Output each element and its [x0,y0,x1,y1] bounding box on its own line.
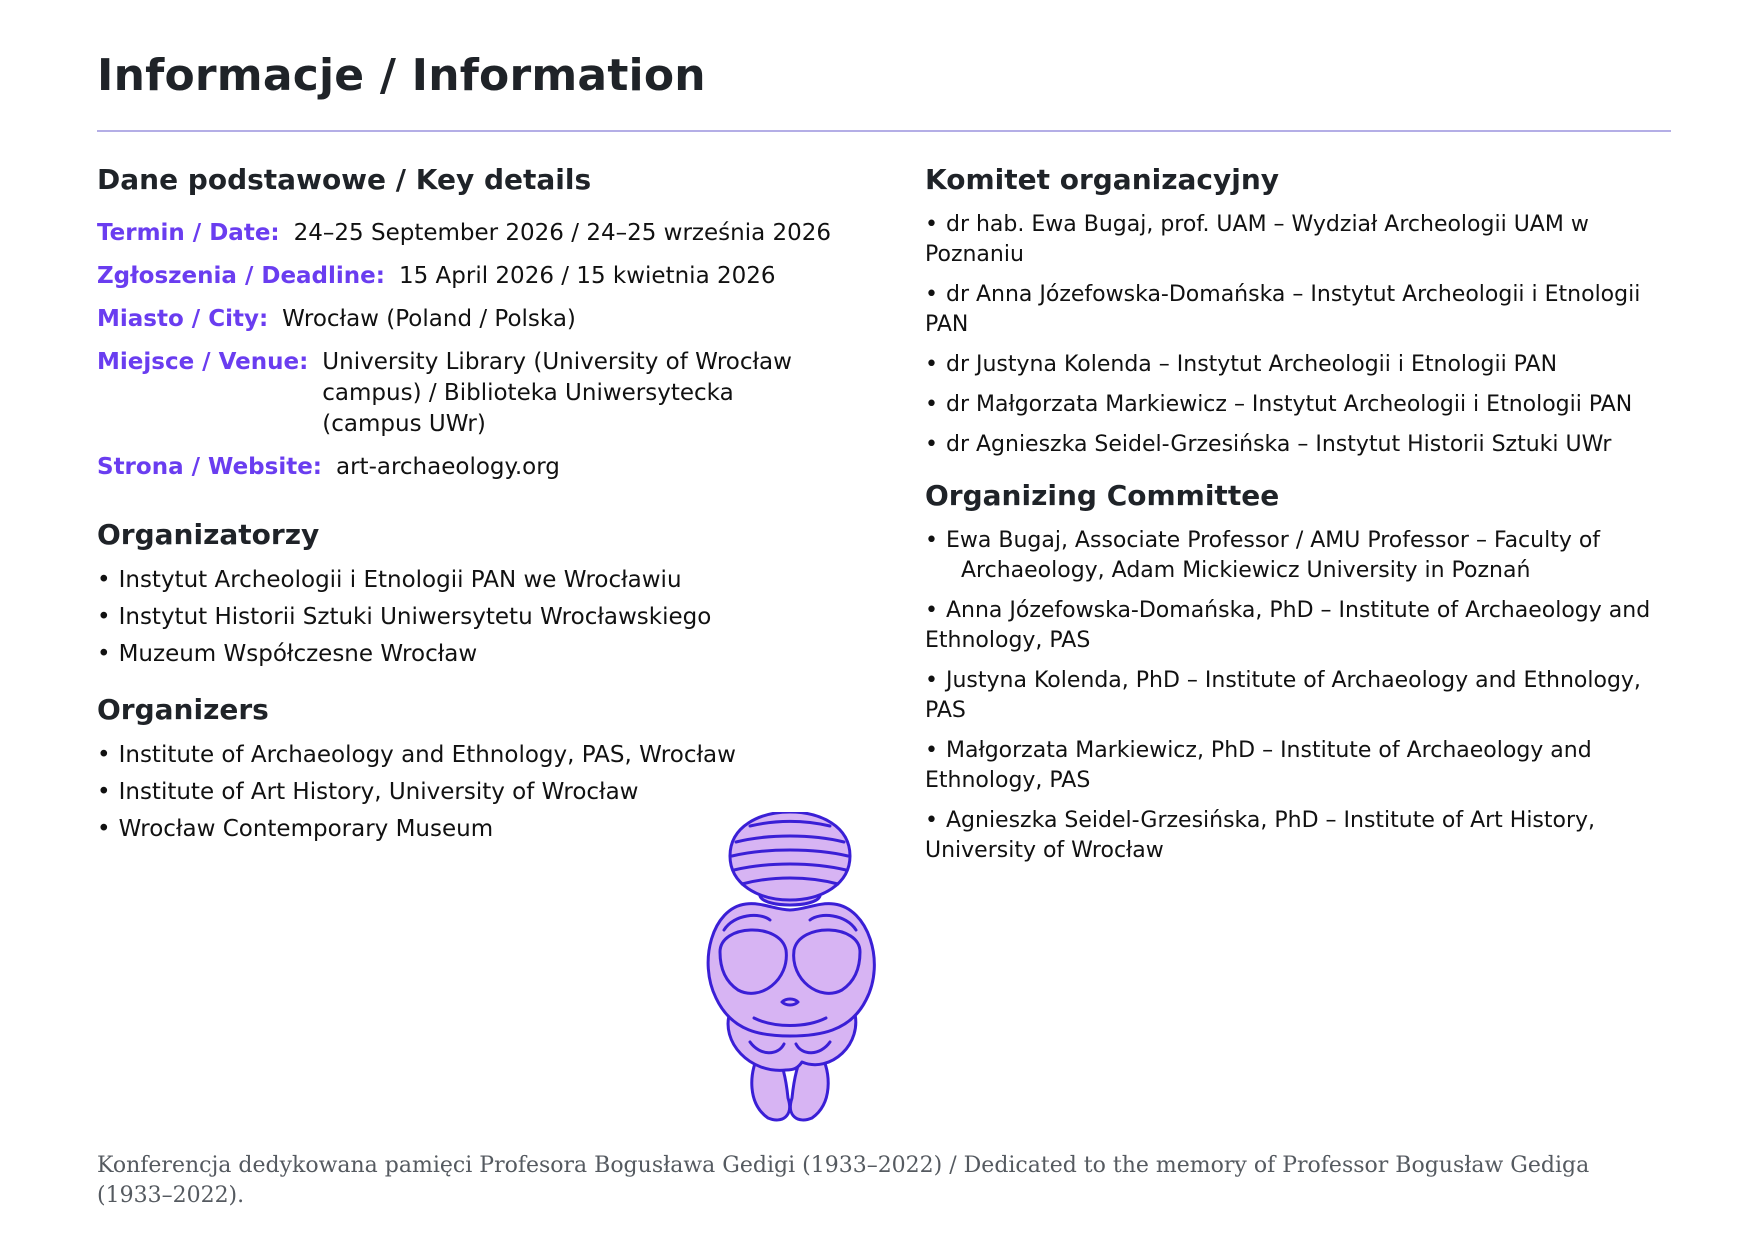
detail-venue-value: University Library (University of Wrocław campus) / Biblioteka Uniwersytecka (campus UWr) [322,349,792,437]
list-item: • Institute of Archaeology and Ethnology, PAS, Wrocław [97,742,736,768]
dedication-footer: Konferencja dedykowana pamięci Profesora Bogusława Gedigi (1933–2022) / Dedicated to the memory of Professor Bogusław Gediga (1933–2022). [97,1153,1590,1208]
organizers-pl-list [97,565,857,670]
list-item: • Instytut Archeologii i Etnologii PAN we Wrocławiu [97,567,682,593]
list-item: • Agnieszka Seidel-Grzesińska, PhD – Institute of Art History, University of Wrocław [925,808,1596,863]
right-column [925,160,1665,876]
list-item: • Ewa Bugaj, Associate Professor / AMU Professor – Faculty of Archaeology, Adam Mickiewicz University in Poznań [925,528,1601,583]
detail-website-label: Strona / Website: [97,454,322,480]
list-item: • Institute of Art History, University of Wrocław [97,779,639,805]
list-item: • dr Anna Józefowska-Domańska – Instytut Archeologii i Etnologii PAN [925,282,1641,337]
committee-en-list [925,526,1665,866]
key-details-heading: Dane podstawowe / Key details [97,163,592,196]
website-link[interactable]: art-archaeology.org [336,454,560,480]
page-title: Informacje / Information [97,50,706,101]
organizers-en-heading: Organizers [97,693,269,726]
title-divider [97,130,1671,132]
detail-city-label: Miasto / City: [97,306,269,332]
committee-en-heading: Organizing Committee [925,479,1280,512]
detail-date-value: 24–25 September 2026 / 24–25 września 2026 [293,220,832,246]
list-item: • Wrocław Contemporary Museum [97,816,494,842]
detail-venue-label: Miejsce / Venue: [97,349,309,375]
detail-venue [97,347,857,440]
list-item: • dr Agnieszka Seidel-Grzesińska – Instytut Historii Sztuki UWr [925,432,1612,457]
list-item: • Instytut Historii Sztuki Uniwersytetu Wrocławskiego [97,604,712,630]
detail-deadline [97,261,857,292]
list-item: • dr Małgorzata Markiewicz – Instytut Archeologii i Etnologii PAN [925,392,1633,417]
committee-pl-list [925,210,1665,460]
detail-website [97,452,857,483]
detail-deadline-label: Zgłoszenia / Deadline: [97,263,385,289]
detail-deadline-value: 15 April 2026 / 15 kwietnia 2026 [398,263,776,289]
detail-city-value: Wrocław (Poland / Polska) [282,306,576,332]
list-item: • dr Justyna Kolenda – Instytut Archeologii i Etnologii PAN [925,352,1558,377]
detail-date-label: Termin / Date: [97,220,280,246]
detail-date [97,218,857,249]
left-column [97,160,857,851]
venus-figurine-illustration [690,812,890,1124]
list-item: • dr hab. Ewa Bugaj, prof. UAM – Wydział Archeologii UAM w Poznaniu [925,212,1589,267]
list-item: • Muzeum Współczesne Wrocław [97,641,478,667]
list-item: • Małgorzata Markiewicz, PhD – Institute of Archaeology and Ethnology, PAS [925,738,1592,793]
list-item: • Anna Józefowska-Domańska, PhD – Institute of Archaeology and Ethnology, PAS [925,598,1651,653]
list-item: • Justyna Kolenda, PhD – Institute of Archaeology and Ethnology, PAS [925,668,1641,723]
detail-city [97,304,857,335]
organizers-pl-heading: Organizatorzy [97,518,320,551]
committee-pl-heading: Komitet organizacyjny [925,163,1280,196]
